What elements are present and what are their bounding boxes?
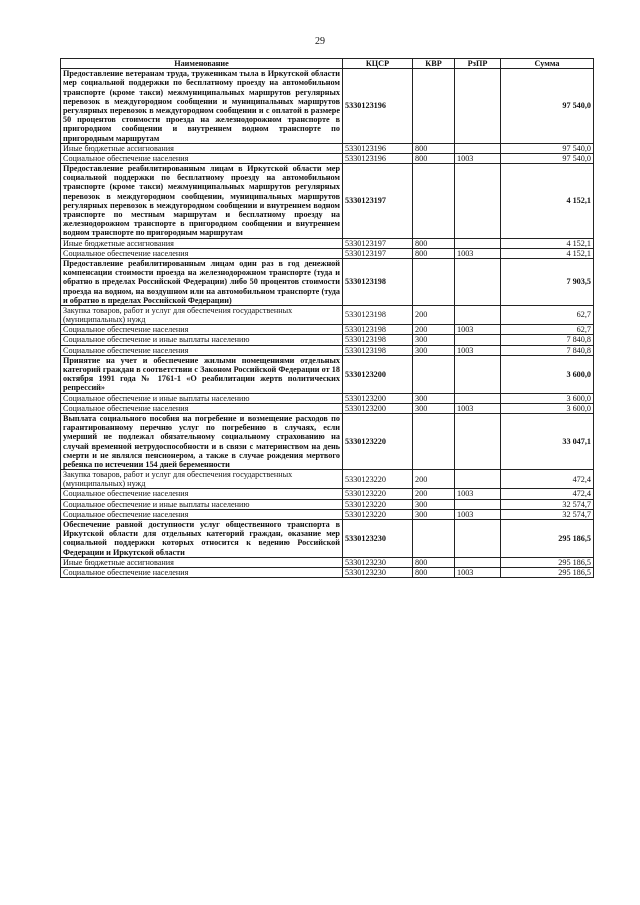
cell-kvr (413, 69, 455, 144)
cell-rzpr: 1003 (455, 489, 501, 499)
table-row-program (61, 69, 594, 144)
table-row-allocation (61, 557, 594, 567)
cell-name: Выплата социального пособия на погребение и возмещение расходов по гарантированному перечню услуг по погребению в случаях, если умерший не подлежал обязательному социальному страхованию на случай временной нетрудоспособности и в связи с материнством на день смерти и не являлся пенсионером, а также в случае рождения мертвого ребенка по истечении 154 дней беременности (61, 413, 343, 469)
cell-name: Социальное обеспечение и иные выплаты населению (61, 499, 343, 509)
cell-kcsr: 5330123198 (343, 305, 413, 324)
cell-name: Социальное обеспечение населения (61, 567, 343, 577)
table-row-allocation (61, 153, 594, 163)
cell-sum: 7 840,8 (501, 335, 594, 345)
table-row-allocation (61, 489, 594, 499)
cell-kvr (413, 164, 455, 239)
header-kvr: КВР (413, 59, 455, 69)
cell-name: Иные бюджетные ассигнования (61, 143, 343, 153)
header-name: Наименование (61, 59, 343, 69)
cell-rzpr (455, 557, 501, 567)
cell-sum: 295 186,5 (501, 520, 594, 558)
cell-name: Предоставление реабилитированным лицам в Иркутской области мер социальной поддержки по бесплатному проезду на автомобильном транспорте (кроме такси) межмуниципальных маршрутов регулярных перевозок в междугородном сообщении, муниципальных маршрутов регулярных перевозок в междугородном сообщении и внутреннем водном транспорте по местным маршрутам и бесплатному проезду на железнодорожном транспорте в пригородном сообщении и внутреннем водном транспорте по пригородным маршрутам (61, 164, 343, 239)
cell-kvr (413, 413, 455, 469)
cell-kcsr: 5330123220 (343, 499, 413, 509)
page-number: 29 (315, 36, 325, 47)
cell-rzpr (455, 305, 501, 324)
cell-rzpr (455, 258, 501, 305)
cell-kvr: 200 (413, 305, 455, 324)
table-row-allocation (61, 143, 594, 153)
cell-sum: 97 540,0 (501, 153, 594, 163)
cell-name: Принятие на учет и обеспечение жилыми помещениями отдельных категорий граждан в соответствии с Законом Российской Федерации от 18 октября 1991 года № 1761-1 «О реабилитации жертв политических репрессий» (61, 355, 343, 393)
table-row-program (61, 520, 594, 558)
cell-rzpr (455, 69, 501, 144)
cell-sum: 295 186,5 (501, 557, 594, 567)
cell-name: Предоставление ветеранам труда, труженикам тыла в Иркутской области мер социальной поддержки по бесплатному проезду на автомобильном транспорте (кроме такси) межмуниципальных маршрутов регулярных перевозок в междугородном сообщении и муниципальных маршрутов регулярных перевозок в междугородном сообщении и с оплатой в размере 50 процентов стоимости проезда на железнодорожном транспорте в пригородном сообщении и внутреннем водном транспорте по пригородным маршрутам (61, 69, 343, 144)
cell-rzpr (455, 143, 501, 153)
header-kcsr: КЦСР (343, 59, 413, 69)
cell-sum: 97 540,0 (501, 143, 594, 153)
cell-kvr (413, 258, 455, 305)
cell-kcsr: 5330123200 (343, 393, 413, 403)
cell-kvr: 300 (413, 335, 455, 345)
cell-name: Социальное обеспечение населения (61, 403, 343, 413)
cell-kcsr: 5330123200 (343, 355, 413, 393)
cell-rzpr: 1003 (455, 153, 501, 163)
cell-sum: 7 840,8 (501, 345, 594, 355)
cell-kcsr: 5330123196 (343, 153, 413, 163)
cell-sum: 472,4 (501, 470, 594, 489)
cell-sum: 4 152,1 (501, 164, 594, 239)
cell-name: Социальное обеспечение и иные выплаты населению (61, 393, 343, 403)
cell-sum: 3 600,0 (501, 355, 594, 393)
cell-kvr: 800 (413, 238, 455, 248)
cell-rzpr: 1003 (455, 403, 501, 413)
cell-sum: 62,7 (501, 325, 594, 335)
cell-sum: 62,7 (501, 305, 594, 324)
table-row-program (61, 258, 594, 305)
cell-kcsr: 5330123220 (343, 470, 413, 489)
cell-name: Предоставление реабилитированным лицам один раз в год денежной компенсации стоимости проезда на железнодорожном транспорте (туда и обратно в пределах Российской Федерации) либо 50 процентов стоимости проезда на водном, на воздушном или на автомобильном транспорте (туда и обратно в пределах Российской Федерации) (61, 258, 343, 305)
cell-sum: 97 540,0 (501, 69, 594, 144)
cell-sum: 472,4 (501, 489, 594, 499)
cell-rzpr (455, 520, 501, 558)
cell-sum: 295 186,5 (501, 567, 594, 577)
cell-kcsr: 5330123197 (343, 248, 413, 258)
cell-kcsr: 5330123230 (343, 557, 413, 567)
cell-kcsr: 5330123198 (343, 258, 413, 305)
cell-name: Социальное обеспечение населения (61, 509, 343, 519)
cell-kcsr: 5330123220 (343, 509, 413, 519)
cell-rzpr (455, 470, 501, 489)
cell-kvr: 800 (413, 567, 455, 577)
cell-name: Обеспечение равной доступности услуг общественного транспорта в Иркутской области для отдельных категорий граждан, оказание мер социальной поддержки которых относится к ведению Российской Федерации и Иркутской области (61, 520, 343, 558)
cell-rzpr: 1003 (455, 345, 501, 355)
cell-kcsr: 5330123198 (343, 345, 413, 355)
cell-kvr (413, 520, 455, 558)
table-row-program (61, 355, 594, 393)
cell-kvr: 300 (413, 509, 455, 519)
cell-kvr: 200 (413, 325, 455, 335)
cell-sum: 33 047,1 (501, 413, 594, 469)
cell-kcsr: 5330123198 (343, 325, 413, 335)
table-header (61, 59, 594, 69)
cell-kcsr: 5330123197 (343, 238, 413, 248)
cell-kvr: 300 (413, 393, 455, 403)
cell-sum: 32 574,7 (501, 509, 594, 519)
cell-kcsr: 5330123197 (343, 164, 413, 239)
cell-kcsr: 5330123220 (343, 489, 413, 499)
cell-sum: 3 600,0 (501, 403, 594, 413)
cell-kvr: 800 (413, 248, 455, 258)
cell-name: Социальное обеспечение населения (61, 489, 343, 499)
cell-kvr: 300 (413, 403, 455, 413)
cell-kcsr: 5330123196 (343, 143, 413, 153)
cell-kvr: 300 (413, 345, 455, 355)
cell-sum: 7 903,5 (501, 258, 594, 305)
cell-kcsr: 5330123230 (343, 567, 413, 577)
cell-name: Социальное обеспечение населения (61, 248, 343, 258)
cell-rzpr: 1003 (455, 325, 501, 335)
cell-sum: 3 600,0 (501, 393, 594, 403)
table-row-program (61, 413, 594, 469)
cell-kcsr: 5330123220 (343, 413, 413, 469)
budget-table (60, 58, 594, 578)
table-row-allocation (61, 325, 594, 335)
table-row-allocation (61, 305, 594, 324)
table-row-allocation (61, 470, 594, 489)
cell-kvr: 800 (413, 557, 455, 567)
cell-kvr: 200 (413, 489, 455, 499)
cell-sum: 4 152,1 (501, 238, 594, 248)
header-sum: Сумма (501, 59, 594, 69)
cell-kvr (413, 355, 455, 393)
table-row-allocation (61, 393, 594, 403)
cell-name: Закупка товаров, работ и услуг для обеспечения государственных (муниципальных) нужд (61, 305, 343, 324)
cell-rzpr (455, 413, 501, 469)
cell-kcsr: 5330123230 (343, 520, 413, 558)
cell-name: Социальное обеспечение населения (61, 325, 343, 335)
cell-sum: 32 574,7 (501, 499, 594, 509)
cell-rzpr (455, 355, 501, 393)
cell-rzpr: 1003 (455, 567, 501, 577)
cell-rzpr (455, 499, 501, 509)
cell-name: Закупка товаров, работ и услуг для обеспечения государственных (муниципальных) нужд (61, 470, 343, 489)
cell-name: Социальное обеспечение и иные выплаты населению (61, 335, 343, 345)
cell-rzpr (455, 335, 501, 345)
cell-rzpr (455, 238, 501, 248)
cell-name: Социальное обеспечение населения (61, 345, 343, 355)
table-row-allocation (61, 499, 594, 509)
cell-kvr: 800 (413, 153, 455, 163)
cell-rzpr (455, 393, 501, 403)
cell-kcsr: 5330123196 (343, 69, 413, 144)
cell-name: Иные бюджетные ассигнования (61, 238, 343, 248)
table-row-program (61, 164, 594, 239)
header-rzpr: РзПР (455, 59, 501, 69)
cell-name: Иные бюджетные ассигнования (61, 557, 343, 567)
cell-kvr: 300 (413, 499, 455, 509)
table-row-allocation (61, 403, 594, 413)
table-row-allocation (61, 345, 594, 355)
cell-kcsr: 5330123198 (343, 335, 413, 345)
cell-name: Социальное обеспечение населения (61, 153, 343, 163)
table-row-allocation (61, 567, 594, 577)
cell-rzpr (455, 164, 501, 239)
cell-kvr: 800 (413, 143, 455, 153)
table-row-allocation (61, 248, 594, 258)
table-row-allocation (61, 335, 594, 345)
table-row-allocation (61, 509, 594, 519)
cell-kvr: 200 (413, 470, 455, 489)
cell-rzpr: 1003 (455, 509, 501, 519)
cell-rzpr: 1003 (455, 248, 501, 258)
cell-kcsr: 5330123200 (343, 403, 413, 413)
table-row-allocation (61, 238, 594, 248)
table-body (61, 69, 594, 578)
cell-sum: 4 152,1 (501, 248, 594, 258)
